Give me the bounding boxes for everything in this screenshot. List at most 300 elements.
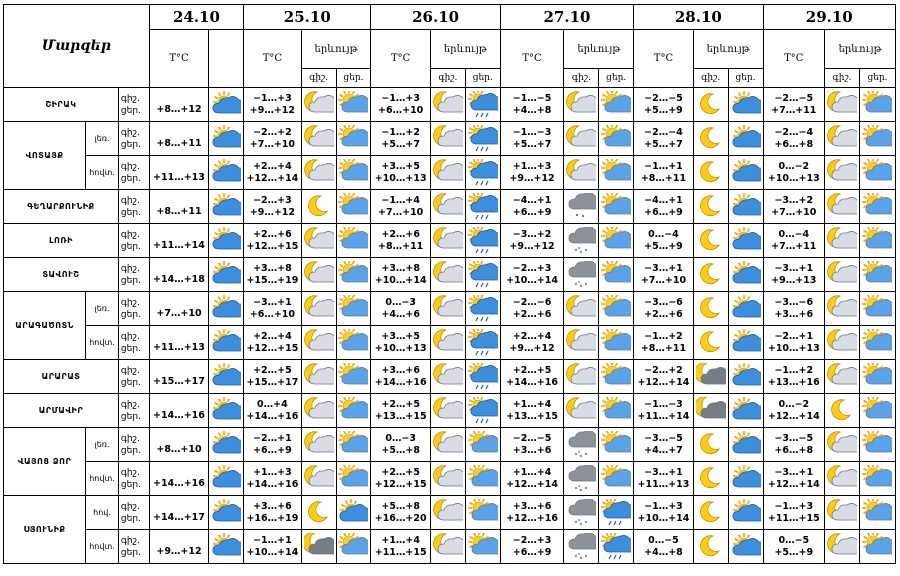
sun-cloud-icon [860,193,895,221]
sun-cloud-icon [860,125,895,153]
temp-night: −3…+1 [774,466,814,478]
sun-cloud-icon [860,227,895,255]
temp-day: +10…+13 [767,342,820,354]
sun-cloud-icon [599,431,633,459]
temp-col-header: T°C [244,30,301,88]
forecast-table [3,4,896,564]
date-header: 29.10 [763,5,895,30]
temp-night: −3…+2 [774,194,814,206]
temp-cell [763,462,825,496]
night-label: գիշ. [120,535,140,546]
temp-day: +5…+7 [644,138,683,150]
temp-day: +11…+15 [767,512,820,524]
day-night-label [118,394,149,428]
moon-cloud-icon [302,227,336,255]
moon-cloud-icon [431,431,465,459]
table-row [4,462,896,496]
temp-day: +12…+14 [506,478,558,490]
temp-night: +3…+6 [253,500,292,512]
sun-cloud-icon [337,329,371,357]
temp-cell [244,326,301,360]
temp-day: +3…+6 [512,444,552,456]
temp-day: +12…+14 [767,478,820,490]
temp-night: −3…−6 [774,296,814,308]
weather-cell [728,326,763,360]
temp-col-header: T°C [763,30,825,88]
weather-cell [336,530,371,564]
weather-cell [599,258,634,292]
sun-icon [729,363,763,391]
temp-cell [371,360,431,394]
moon-cloud-icon [302,465,336,493]
weather-col-header: երևույթ [564,30,634,69]
moon-icon [694,499,728,527]
temp-night: 0…+4 [257,398,288,410]
temp-day: +7…+10 [378,206,424,218]
weather-col-header: երևույթ [693,30,763,69]
day-label: ցեր. [120,139,141,150]
sun-icon [209,193,243,221]
temp-day: +8…+12 [156,103,202,115]
temp-day: +12…+14 [637,376,690,388]
temp-night: 0…−5 [648,534,679,546]
temp-day: +10…+14 [637,512,690,524]
weather-cell [693,462,728,496]
weather-cell [693,326,728,360]
weather-cell [465,394,500,428]
weather-cell [599,156,634,190]
temp-cell [371,122,431,156]
temp-day: +6…+8 [774,444,814,456]
temp-night: −1…+2 [381,126,420,138]
moon-cloud-icon [302,295,336,323]
weather-cell [599,360,634,394]
sun-cloud-icon [860,329,895,357]
sun-cloud-icon [599,91,633,119]
moon-icon [694,261,728,289]
snow-cloud-icon [564,465,598,493]
weather-cell [693,88,728,122]
temp-day: +10…+13 [767,172,820,184]
moon-cloud-icon [431,193,465,221]
sun-cloud-icon [337,533,371,561]
temp-night: −2…−6 [512,296,552,308]
weather-cell [825,326,860,360]
date-header: 27.10 [500,5,633,30]
sun-icon [209,295,243,323]
day-night-label [118,462,149,496]
night-label: գիշ. [120,501,140,512]
weather-cell [859,156,895,190]
day-night-label [118,530,149,564]
temp-night: +1…+3 [512,160,552,172]
sun-cloud-icon [337,465,371,493]
temp-cell [149,122,209,156]
weather-cell [693,292,728,326]
weather-cell [430,462,465,496]
temp-day: +12…+15 [246,240,299,252]
temp-night: −2…−4 [644,126,683,138]
weather-cell [859,88,895,122]
temp-cell [500,88,564,122]
zone-label: հովտ. [86,462,119,496]
sun-icon [729,431,763,459]
rain-cloud-icon [599,499,633,527]
weather-cell [825,530,860,564]
temp-day: +12…+15 [374,478,427,490]
weather-cell [465,360,500,394]
weather-cell [728,258,763,292]
weather-cell [430,292,465,326]
temp-cell [763,88,825,122]
weather-cell [209,122,244,156]
weather-cell [336,156,371,190]
temp-cell [634,428,694,462]
sun-cloud-icon [337,159,371,187]
temp-day: +13…+16 [767,376,820,388]
weather-col-header: երևույթ [825,30,896,69]
sun-icon [209,227,243,255]
night-col-header: գիշ. [564,69,599,88]
weather-cell [465,530,500,564]
temp-cell [371,326,431,360]
moon-cloud-icon [825,499,859,527]
temp-cell [500,496,564,530]
weather-cell [564,292,599,326]
weather-cell [859,360,895,394]
sun-icon [729,465,763,493]
weather-cell [564,156,599,190]
temp-night: 0…−5 [778,534,810,546]
temp-day: +9…+13 [771,274,817,286]
temp-day: +6…+9 [644,206,683,218]
weather-cell [465,326,500,360]
night-label: գիշ. [120,331,140,342]
weather-cell [825,258,860,292]
weather-cell [301,326,336,360]
day-label: ցեր. [120,445,141,456]
temp-cell [149,88,209,122]
temp-day: +15…+19 [246,274,299,286]
temp-night: −2…+2 [644,364,683,376]
sun-cloud-icon [860,363,895,391]
rain-cloud-icon [466,295,500,323]
weather-cell [336,326,371,360]
day-label: ցեր. [120,377,141,388]
moon-icon [694,533,728,561]
sun-cloud-icon [860,533,895,561]
weather-cell [693,190,728,224]
moon-cloud-icon [564,125,598,153]
temp-night: −3…+1 [644,262,683,274]
table-row [4,156,896,190]
weather-cell [564,122,599,156]
day-night-label [118,428,149,462]
region-name: ՎՈՏԱՅՔ [4,122,86,190]
sun-icon [209,431,243,459]
weather-cell [728,394,763,428]
night-label: գիշ. [120,467,140,478]
temp-cell [634,394,694,428]
weather-cell [430,156,465,190]
temp-cell [149,224,209,258]
temp-day: +14…+18 [153,273,205,285]
table-row [4,428,896,462]
weather-cell [728,190,763,224]
sun-cloud-icon [337,363,371,391]
weather-cell [599,530,634,564]
rain-cloud-icon [466,227,500,255]
temp-cell [371,258,431,292]
weather-cell [336,258,371,292]
temp-cell [763,360,825,394]
weather-cell [336,428,371,462]
moon-cloud-icon [302,125,336,153]
weather-cell [693,530,728,564]
weather-cell [430,258,465,292]
moon-cloud-icon [431,499,465,527]
moon-cloud-icon [825,227,859,255]
weather-cell [430,360,465,394]
day-label: ցեր. [120,241,141,252]
region-name: ԱՐՄԱՎԻՐ [4,394,119,428]
rain-cloud-icon [466,193,500,221]
temp-night: +2…+4 [253,330,292,342]
temp-night: −2…+3 [253,194,292,206]
weather-cell [301,394,336,428]
temp-cell [371,156,431,190]
moon-icon [694,193,728,221]
temp-day: +11…+15 [374,546,427,558]
sun-cloud-icon [860,295,895,323]
weather-cell [209,224,244,258]
weather-cell [430,530,465,564]
sun-icon [729,261,763,289]
temp-col-header: T°C [634,30,694,88]
day-label: ցեր. [120,343,141,354]
sun-icon [209,363,243,391]
weather-cell [301,190,336,224]
weather-cell [859,462,895,496]
night-label: գիշ. [120,433,140,444]
weather-cell [430,190,465,224]
moon-cloud-icon [302,397,336,425]
temp-day: +8…+11 [640,172,687,184]
day-label: ցեր. [120,207,141,218]
temp-cell [763,394,825,428]
temp-night: −1…+3 [644,500,683,512]
moon-cloud-icon [825,295,859,323]
temp-cell [763,122,825,156]
temp-night: −3…−5 [644,432,683,444]
day-night-label [118,122,149,156]
sun-cloud-icon [599,465,633,493]
sun-cloud-icon [337,227,371,255]
rain-cloud-icon [466,91,500,119]
temp-cell [763,530,825,564]
weather-cell [859,428,895,462]
moon-cloud-icon [431,159,465,187]
temp-day: +5…+7 [381,138,420,150]
snow-cloud-icon [564,227,598,255]
moon-cloud-icon [431,397,465,425]
weather-cell [728,224,763,258]
temp-cell [244,462,301,496]
temp-day: +4…+7 [644,444,683,456]
weather-cell [693,156,728,190]
moon-icon [694,125,728,153]
temp-cell [763,224,825,258]
temp-cell [371,88,431,122]
day-label: ցեր. [120,547,141,558]
temp-cell [244,428,301,462]
temp-night: +2…+6 [253,228,292,240]
weather-cell [693,360,728,394]
sun-cloud-icon [599,397,633,425]
weather-cell [693,394,728,428]
weather-cell [336,292,371,326]
weather-cell [430,326,465,360]
temp-day: +9…+12 [509,342,555,354]
sun-cloud-icon [599,329,633,357]
moon-cloud-icon [431,295,465,323]
temp-night: +1…+4 [512,466,552,478]
table-row [4,122,896,156]
temp-cell [634,462,694,496]
night-label: գիշ. [120,195,140,206]
weather-cell [728,292,763,326]
temp-cell [500,360,564,394]
sun-cloud-icon [466,465,500,493]
temp-day: +10…+14 [246,546,299,558]
temp-night: −2…+1 [253,432,292,444]
weather-cell [430,224,465,258]
temp-night: −3…−6 [644,296,683,308]
temp-day: +6…+9 [253,444,292,456]
weather-cell [825,394,860,428]
temp-night: −1…+3 [774,500,814,512]
temp-cell [244,122,301,156]
temp-night: −2…+3 [512,534,552,546]
temp-day: +5…+7 [512,138,552,150]
temp-day: +16…+19 [246,512,299,524]
moon-icon [694,159,728,187]
temp-night: +5…+8 [381,500,420,512]
rain-cloud-icon [466,261,500,289]
day-col-header: ցեր. [336,69,371,88]
temp-cell [149,292,209,326]
weather-cell [301,496,336,530]
weather-cell [209,394,244,428]
temp-cell [371,428,431,462]
weather-cell [209,496,244,530]
temp-day: +10…+14 [374,274,427,286]
weather-cell [465,156,500,190]
weather-cell [859,224,895,258]
temp-cell [634,190,694,224]
date-header: 24.10 [149,5,243,30]
sun-icon [729,193,763,221]
sun-icon [729,397,763,425]
table-row [4,326,896,360]
weather-cell [825,428,860,462]
temp-day: +15…+17 [246,376,299,388]
weather-cell [859,190,895,224]
temp-night: +3…+6 [381,364,420,376]
weather-cell [301,462,336,496]
temp-night: 0…−2 [778,398,810,410]
weather-cell [301,88,336,122]
weather-cell [336,190,371,224]
temp-day: +7…+10 [156,307,202,319]
weather-cell [336,462,371,496]
day-night-label [118,88,149,122]
temp-night: −1…+1 [644,160,683,172]
temp-day: +6…+8 [774,138,814,150]
temp-cell [149,428,209,462]
temp-night: −3…−5 [774,432,814,444]
temp-cell [371,292,431,326]
table-row [4,360,896,394]
temp-day: +11…+13 [153,341,205,353]
temp-night: 0…−3 [385,296,417,308]
region-name: ՇԻՐԱԿ [4,88,119,122]
day-col-header: ցեր. [599,69,634,88]
sun-cloud-icon [599,295,633,323]
zone-label: լեռ. [86,122,119,156]
moon-cloud-icon [825,363,859,391]
moon-cloud-icon [302,261,336,289]
temp-cell [371,496,431,530]
temp-cell [371,462,431,496]
overcast-icon [694,397,728,425]
temp-night: 0…−2 [778,160,810,172]
temp-day: +10…+13 [374,172,427,184]
day-label: ցեր. [120,479,141,490]
weather-cell [564,224,599,258]
temp-cell [500,462,564,496]
temp-day: +10…+14 [506,274,558,286]
region-name: ԱՐԱՐԱՏ [4,360,119,394]
temp-day: +7…+11 [771,240,817,252]
temp-cell [244,156,301,190]
weather-cell [728,428,763,462]
temp-cell [634,88,694,122]
sun-cloud-icon [860,91,895,119]
weather-cell [599,292,634,326]
sun-cloud-icon [337,397,371,425]
temp-night: −2…−5 [774,92,814,104]
temp-night: −2…+2 [253,126,292,138]
temp-cell [149,360,209,394]
weather-cell [728,462,763,496]
temp-cell [763,496,825,530]
table-row [4,190,896,224]
temp-day: +5…+9 [774,546,814,558]
temp-night: +1…+3 [253,466,292,478]
sun-icon [729,125,763,153]
zone-label: լեռ. [86,292,119,326]
day-label: ցեր. [120,275,141,286]
temp-cell [500,190,564,224]
temp-cell [763,258,825,292]
zone-label: հովտ. [86,156,119,190]
temp-day: +6…+10 [249,308,296,320]
temp-cell [371,190,431,224]
moon-cloud-icon [825,193,859,221]
temp-day: +8…+11 [640,342,687,354]
temp-night: −1…+3 [381,92,420,104]
